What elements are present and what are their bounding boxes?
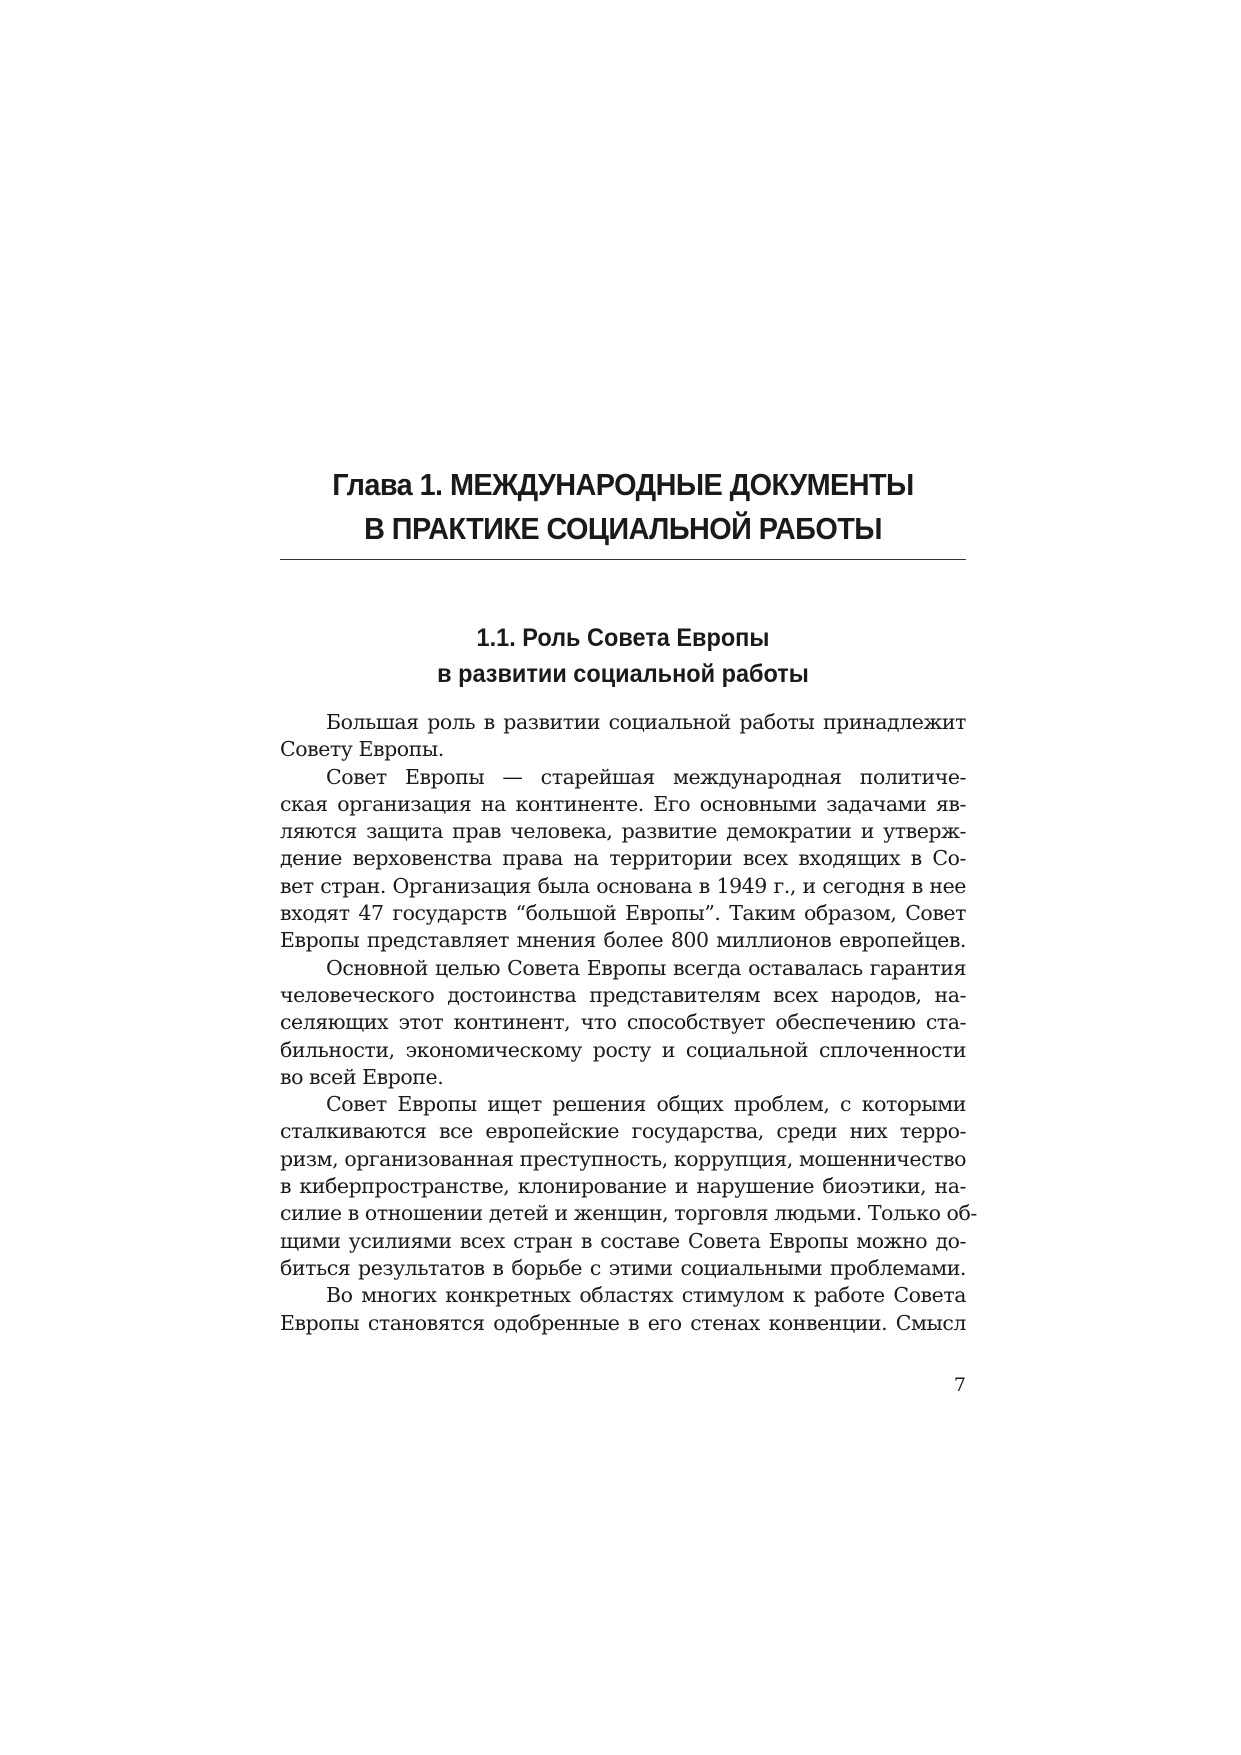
text-line: вет стран. Организация была основана в 1949 г., и сегодня в нее — [280, 873, 966, 898]
chapter-title-line: Глава 1. МЕЖДУНАРОДНЫЕ ДОКУМЕНТЫ — [332, 467, 914, 502]
text-line: силие в отношении детей и женщин, торговля людьми. Только об- — [280, 1201, 977, 1226]
section-title — [301, 620, 946, 692]
body-text — [280, 709, 977, 1337]
section-title-line: в развитии социальной работы — [437, 660, 809, 688]
text-line: бильности, экономическому росту и социальной сплоченности — [280, 1037, 966, 1062]
text-line: биться результатов в борьбе с этими социальными проблемами. — [280, 1255, 966, 1280]
chapter-title — [304, 463, 942, 551]
text-line: дение верховенства права на территории всех входящих в Со- — [280, 846, 966, 871]
chapter-divider — [280, 559, 966, 560]
text-line: в киберпространстве, клонирование и нарушение биоэтики, на- — [280, 1174, 966, 1199]
text-line: селяющих этот континент, что способствует обеспечению ста- — [280, 1010, 966, 1035]
section-title-line: 1.1. Роль Совета Европы — [476, 624, 770, 652]
text-line: Европы становятся одобренные в его стенах конвенции. Смысл — [280, 1310, 966, 1335]
text-line: Европы представляет мнения более 800 миллионов европейцев. — [280, 928, 966, 953]
text-line: сталкиваются все европейские государства, среди них терро- — [280, 1119, 966, 1144]
text-line: во всей Европе. — [280, 1064, 444, 1089]
text-line: Совет Европы — старейшая международная политиче- — [326, 764, 966, 789]
text-line: Во многих конкретных областях стимулом к работе Совета — [326, 1283, 966, 1308]
text-line: человеческого достоинства представителям всех народов, на- — [280, 982, 966, 1007]
page-number: 7 — [953, 1374, 966, 1396]
text-line: Основной целью Совета Европы всегда оставалась гарантия — [326, 955, 966, 980]
text-line: входят 47 государств “большой Европы”. Таким образом, Совет — [280, 901, 966, 926]
chapter-title-line: В ПРАКТИКЕ СОЦИАЛЬНОЙ РАБОТЫ — [364, 511, 882, 546]
text-line: щими усилиями всех стран в составе Совета Европы можно до- — [280, 1228, 966, 1253]
text-line: ризм, организованная преступность, коррупция, мошенничество — [280, 1146, 966, 1171]
text-line: Большая роль в развитии социальной работы принадлежит — [326, 710, 966, 734]
text-line: ляются защита прав человека, развитие демократии и утверж- — [280, 819, 966, 844]
text-line: Совет Европы ищет решения общих проблем, с которыми — [326, 1092, 966, 1117]
text-line: ская организация на континенте. Его основными задачами яв- — [280, 791, 966, 816]
text-line: Совету Европы. — [280, 737, 444, 762]
